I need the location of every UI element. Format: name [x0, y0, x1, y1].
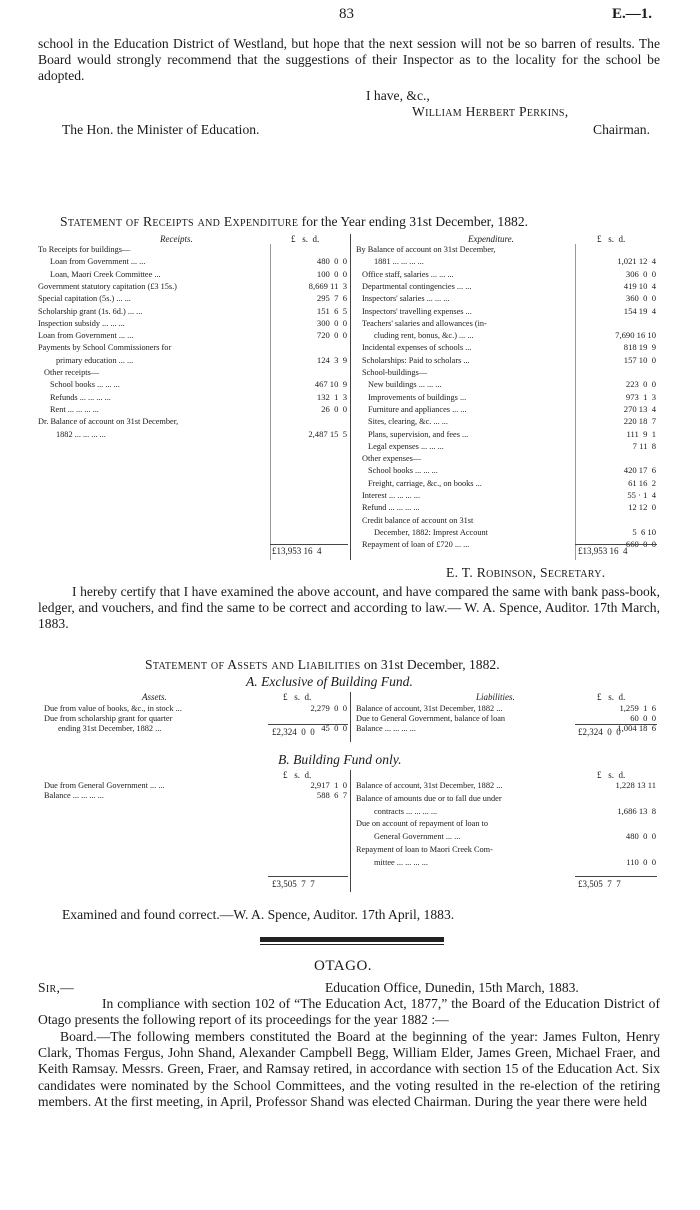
table-row-value: 60 0 0 — [630, 712, 656, 723]
section-b-divider — [350, 770, 351, 892]
assets-liabilities-title — [145, 657, 500, 673]
table-row-label: Scholarship grant (1s. 6d.) ... ... — [38, 306, 143, 316]
table-row-value: 12 12 0 — [628, 502, 656, 513]
table-row-label: December, 1882: Imprest Account — [374, 527, 488, 537]
table-row-label: Inspectors' travelling expenses ... — [362, 306, 472, 316]
table-row-label: Refunds ... ... ... ... — [50, 392, 111, 402]
table-row-value: 360 0 0 — [625, 293, 656, 304]
table-row-label: Balance of account, 31st December, 1882 ... — [356, 704, 503, 713]
liabilities-currency-heading: £ s. d. — [597, 692, 626, 702]
otago-paragraph-1: In compliance with section 102 of “The Education Act, 1877,” the Board of the Education District of Otago presents the following report of its proceedings for the year 1882 :— — [38, 996, 660, 1028]
table-row-label: ending 31st December, 1882 ... — [58, 723, 162, 733]
section-a-assets-rule — [268, 724, 348, 725]
assets-heading: Assets. — [142, 692, 167, 702]
table-row-value: 2,279 0 0 — [310, 703, 347, 713]
receipts-total-rule — [270, 544, 348, 545]
table-row-value: 660 0 0 — [625, 539, 656, 550]
table-row-value: 818 19 9 — [623, 342, 656, 353]
table-row-value: 1,004 18 6 — [617, 722, 656, 733]
receipts-heading: Receipts. — [160, 234, 193, 244]
statement-receipts-title-b: for the Year ending 31st December, 1882. — [301, 214, 529, 229]
table-row-value: 1,021 12 4 — [617, 256, 656, 267]
statement-receipts-title-a: Statement of Receipts and Expenditure — [60, 214, 299, 229]
table-row-label: Rent ... ... ... ... — [50, 404, 99, 414]
b-assets-currency-heading: £ s. d. — [283, 770, 312, 780]
table-row-label: Repayment of loan to Maori Creek Com- — [356, 845, 493, 854]
section-a-assets-total: £2,324 0 0 — [272, 727, 315, 737]
table-row-value: 100 0 0 — [316, 268, 347, 279]
sign-name: William Herbert Perkins, — [412, 104, 569, 119]
section-a-title: A. Exclusive of Building Fund. — [246, 674, 413, 689]
sign-have: I have, &c., — [366, 88, 430, 103]
table-row-value: 223 0 0 — [625, 379, 656, 390]
table-row-value: 5 6 10 — [632, 526, 656, 537]
table-row-label: Plans, supervision, and fees ... — [368, 429, 469, 439]
page-number: 83 — [339, 6, 354, 22]
section-b-assets-rule — [268, 876, 348, 877]
section-b-liab-total: £3,505 7 7 — [578, 879, 621, 889]
table-row-value: 480 0 0 — [625, 831, 656, 842]
table-row-label: Due from General Government ... ... — [44, 781, 165, 790]
table-row-label: Other expenses— — [362, 454, 422, 464]
table-row-label: Teachers' salaries and allowances (in- — [362, 318, 487, 328]
table-row-label: Special capitation (5s.) ... ... — [38, 294, 131, 304]
table-row-label: Balance ... ... ... ... — [44, 791, 104, 801]
certification-paragraph: I hereby certify that I have examined the above account, and have compared the same with bank pass-book, ledger, and vouchers, and find the same to be correct and according to law.— W. A. Spence, Auditor. 17th March, 1883. — [38, 584, 660, 632]
expend-total-rule — [575, 544, 657, 545]
table-row-value: 720 0 0 — [316, 330, 347, 341]
table-row-label: To Receipts for buildings— — [38, 245, 131, 254]
table-row-label: Incidental expenses of schools ... — [362, 343, 472, 353]
assets-liabilities-title-a: Statement of Assets and Liabilities — [145, 657, 361, 672]
section-b-title: B. Building Fund only. — [278, 752, 402, 767]
table-row-label: School books ... ... ... — [50, 380, 120, 390]
section-b-liab-rule — [575, 876, 657, 877]
table-row-value: 151 6 5 — [316, 305, 347, 316]
expenditure-heading: Expenditure. — [468, 234, 514, 244]
audit-note: Examined and found correct.—W. A. Spence, Auditor. 17th April, 1883. — [62, 907, 455, 922]
table-row-label: Legal expenses ... ... ... — [368, 441, 444, 451]
table-row-value: 300 0 0 — [316, 317, 347, 328]
addressee: The Hon. the Minister of Education. — [62, 122, 260, 137]
table-row-label: Repayment of loan of £720 ... ... — [362, 540, 470, 550]
table-row-value: 7,690 16 10 — [615, 330, 656, 341]
table-row-value: 220 18 7 — [623, 416, 656, 427]
receipts-divider — [350, 234, 351, 560]
table-row-label: Government statutory capitation (£3 15s.) — [38, 281, 177, 291]
table-row-label: Payments by School Commissioners for — [38, 343, 172, 353]
section-a-divider — [350, 692, 351, 742]
table-row-value: 55 · 1 4 — [627, 490, 656, 500]
table-row-value: 1,228 13 11 — [615, 780, 656, 790]
table-row-label: 1882 ... ... ... ... — [56, 429, 106, 439]
liabilities-heading: Liabilities. — [476, 692, 515, 702]
table-row-label: Loan, Maori Creek Committee ... — [50, 269, 161, 279]
table-row-label: School books ... ... ... — [368, 466, 438, 476]
intro-paragraph: school in the Education District of Westland, but hope that the next session will not be so barren of results. The Board would strongly recommend that the suggestions of their Inspector as to the locality for the school be adopted. — [38, 36, 660, 84]
table-row-value: 157 10 0 — [623, 354, 656, 365]
table-row-value: 480 0 0 — [316, 256, 347, 267]
table-row-label: Sites, clearing, &c. ... ... — [368, 417, 448, 427]
table-row-label: Loan from Government ... ... — [38, 331, 134, 341]
table-row-label: Due from scholarship grant for quarter — [44, 713, 173, 723]
table-row-value: 2,917 1 0 — [310, 780, 347, 790]
table-row-value: 419 10 4 — [623, 280, 656, 291]
table-row-label: mittee ... ... ... ... — [374, 857, 428, 867]
assets-currency-heading: £ s. d. — [283, 692, 312, 702]
table-row-value: 420 17 6 — [623, 465, 656, 476]
table-row-label: 1881 ... ... ... ... — [374, 257, 424, 267]
table-row-label: By Balance of account on 31st December, — [356, 245, 496, 254]
receipts-currency-heading: £ s. d. — [291, 234, 320, 244]
statement-receipts-title — [60, 214, 528, 230]
table-row-label: Interest ... ... ... ... — [362, 491, 421, 500]
table-row-value: 1,686 13 8 — [617, 805, 656, 816]
table-row-value: 588 6 7 — [316, 790, 347, 801]
table-row-label: Balance of amounts due or to fall due under — [356, 793, 502, 803]
expenditure-currency-heading: £ s. d. — [597, 234, 626, 244]
table-row-label: Due on account of repayment of loan to — [356, 819, 489, 829]
table-row-label: Inspection subsidy ... ... ... — [38, 318, 125, 328]
table-row-label: Due from value of books, &c., in stock ... — [44, 704, 182, 713]
b-liab-currency-heading: £ s. d. — [597, 770, 626, 780]
table-row-value: 467 10 9 — [314, 379, 347, 390]
table-row-value: 2,487 15 5 — [308, 428, 347, 439]
table-row-label: Inspectors' salaries ... ... ... — [362, 294, 450, 304]
expend-value-rule — [575, 244, 576, 560]
section-divider-thin — [260, 944, 444, 945]
table-row-value: 61 16 2 — [628, 477, 656, 488]
table-row-label: Balance of account, 31st December, 1882 ... — [356, 781, 503, 790]
table-row-value: 124 3 9 — [316, 354, 347, 365]
table-row-label: primary education ... ... — [56, 355, 134, 365]
section-a-liab-total: £2,324 0 0 — [578, 727, 621, 737]
table-row-label: Office staff, salaries ... ... ... — [362, 269, 454, 279]
section-a-liab-rule — [575, 724, 657, 725]
table-row-label: Due to General Government, balance of loan — [356, 713, 506, 723]
table-row-label: Freight, carriage, &c., on books ... — [368, 478, 482, 488]
table-row-label: Improvements of buildings ... — [368, 392, 467, 402]
sign-role: Chairman. — [593, 122, 651, 137]
table-row-value: 110 0 0 — [626, 856, 656, 867]
table-row-label: General Government ... ... — [374, 832, 461, 842]
section-b-assets-total: £3,505 7 7 — [272, 879, 315, 889]
table-row-label: Furniture and appliances ... ... — [368, 404, 467, 414]
table-row-label: Dr. Balance of account on 31st December, — [38, 417, 179, 427]
table-row-label: contracts ... ... ... ... — [374, 806, 438, 816]
table-row-label: Other receipts— — [44, 368, 100, 377]
table-row-value: 270 13 4 — [623, 403, 656, 414]
expenditure-total: £13,953 16 4 — [578, 546, 628, 556]
table-row-value: 295 7 6 — [316, 293, 347, 304]
table-row-value: 45 0 0 — [321, 722, 347, 733]
table-row-label: Refund ... ... ... ... — [362, 503, 420, 513]
table-row-value: 973 1 3 — [625, 391, 656, 402]
otago-title: OTAGO. — [314, 958, 373, 974]
table-row-value: 154 19 4 — [623, 305, 656, 316]
receipts-total: £13,953 16 4 — [272, 546, 322, 556]
secretary-signature: E. T. Robinson, Secretary. — [446, 565, 606, 580]
receipts-value-rule — [270, 244, 271, 560]
table-row-value: 26 0 0 — [321, 403, 347, 414]
table-row-value: 111 9 1 — [626, 428, 656, 439]
assets-liabilities-title-b: on 31st December, 1882. — [363, 657, 500, 672]
office-line: Education Office, Dunedin, 15th March, 1883. — [325, 980, 579, 995]
table-row-label: Credit balance of account on 31st — [362, 515, 474, 525]
table-row-label: Departmental contingencies ... ... — [362, 281, 472, 291]
table-row-label: Balance ... ... ... ... — [356, 723, 416, 733]
otago-paragraph-2: Board.—The following members constituted the Board at the beginning of the year: James Fulton, Henry Clark, Thomas Fergus, John Shand, Alexander Campbell Begg, William Elder, James Green, Michael Fraer, and Keith Ramsay. Messrs. Green, Fraer, and Ramsay retired, in accordance with section 15 of the Education Act. Six candidates were nominated by the School Committees, and the voting resulted in the re-election of the retiring members. At the first meeting, in April, Professor Shand was elected Chairman. During the year there were held — [38, 1029, 660, 1109]
section-divider — [260, 937, 444, 942]
table-row-label: cluding rent, bonus, &c.) ... ... — [374, 331, 474, 341]
document-code: E.—1. — [612, 6, 653, 22]
table-row-value: 132 1 3 — [316, 391, 347, 402]
table-row-value: 7 11 8 — [632, 440, 656, 451]
table-row-label: Loan from Government ... ... — [50, 257, 146, 267]
table-row-label: New buildings ... ... ... — [368, 380, 442, 390]
table-row-label: Scholarships: Paid to scholars ... — [362, 355, 470, 365]
table-row-value: 306 0 0 — [625, 268, 656, 279]
table-row-value: 8,669 11 3 — [308, 280, 347, 291]
salutation: Sir,— — [38, 980, 75, 995]
table-row-label: School-buildings— — [362, 368, 427, 377]
table-row-value: 1,259 1 6 — [619, 703, 656, 713]
